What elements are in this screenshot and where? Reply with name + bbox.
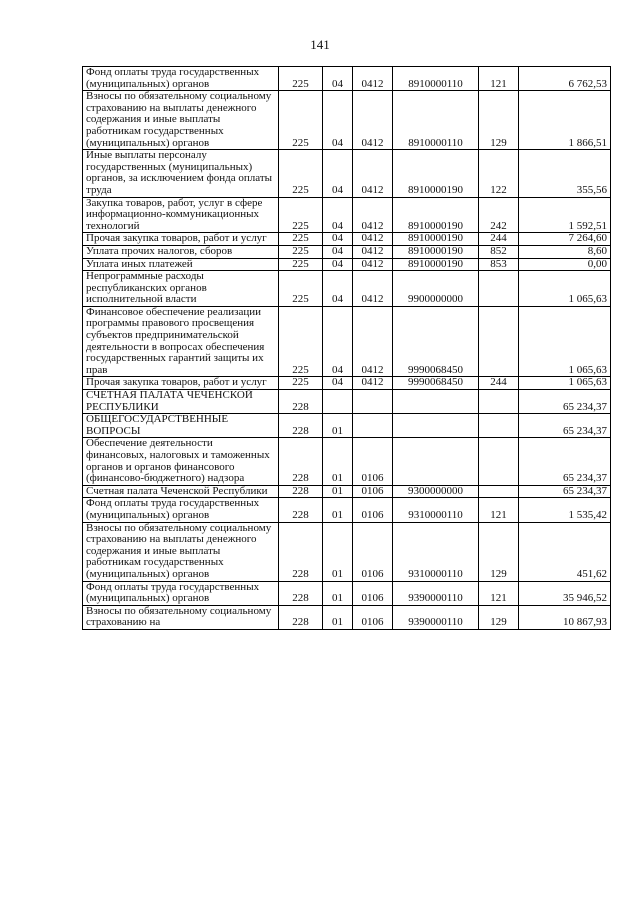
ministry-code-cell: 228: [279, 498, 323, 522]
amount-cell: 7 264,60: [519, 233, 611, 246]
table-row: [83, 522, 611, 581]
expense-name-cell: Взносы по обязательному социальному страхованию на: [83, 605, 279, 629]
expense-type-code-cell: [479, 271, 519, 307]
section-code-cell: 04: [323, 306, 353, 377]
expense-type-code-cell: 129: [479, 522, 519, 581]
target-article-code-cell: 9300000000: [393, 485, 479, 498]
expense-name-cell: Фонд оплаты труда государственных (муниципальных) органов: [83, 67, 279, 91]
section-code-cell: 04: [323, 150, 353, 197]
subsection-code-cell: 0412: [353, 150, 393, 197]
expense-name-cell: Фонд оплаты труда государственных (муниципальных) органов: [83, 581, 279, 605]
expense-type-code-cell: 121: [479, 67, 519, 91]
expense-type-code-cell: 129: [479, 605, 519, 629]
amount-cell: 8,60: [519, 245, 611, 258]
amount-cell: 0,00: [519, 258, 611, 271]
target-article-code-cell: 9990068450: [393, 306, 479, 377]
subsection-code-cell: 0412: [353, 67, 393, 91]
target-article-code-cell: 8910000190: [393, 245, 479, 258]
amount-cell: 10 867,93: [519, 605, 611, 629]
target-article-code-cell: [393, 414, 479, 438]
table-row: [83, 233, 611, 246]
expense-name-cell: Фонд оплаты труда государственных (муниципальных) органов: [83, 498, 279, 522]
expense-name-cell: Счетная палата Чеченской Республики: [83, 485, 279, 498]
section-code-cell: 01: [323, 498, 353, 522]
table-row: [83, 197, 611, 233]
section-code-cell: 04: [323, 197, 353, 233]
target-article-code-cell: 9990068450: [393, 377, 479, 390]
subsection-code-cell: 0412: [353, 377, 393, 390]
amount-cell: 1 535,42: [519, 498, 611, 522]
section-code-cell: 04: [323, 91, 353, 150]
section-code-cell: 04: [323, 377, 353, 390]
section-code-cell: 04: [323, 67, 353, 91]
section-code-cell: 01: [323, 581, 353, 605]
target-article-code-cell: 9310000110: [393, 522, 479, 581]
section-code-cell: 04: [323, 245, 353, 258]
expense-type-code-cell: [479, 485, 519, 498]
expense-type-code-cell: 852: [479, 245, 519, 258]
ministry-code-cell: 228: [279, 438, 323, 485]
section-code-cell: 01: [323, 438, 353, 485]
subsection-code-cell: [353, 390, 393, 414]
table-row: [83, 258, 611, 271]
table-row: [83, 67, 611, 91]
ministry-code-cell: 228: [279, 390, 323, 414]
expense-type-code-cell: 244: [479, 233, 519, 246]
table-row: [83, 271, 611, 307]
expense-name-cell: Уплата прочих налогов, сборов: [83, 245, 279, 258]
subsection-code-cell: [353, 414, 393, 438]
expense-type-code-cell: 122: [479, 150, 519, 197]
expense-type-code-cell: [479, 438, 519, 485]
expense-type-code-cell: [479, 390, 519, 414]
subsection-code-cell: 0412: [353, 306, 393, 377]
expense-name-cell: Иные выплаты персоналу государственных (муниципальных) органов, за исключением фонда оплаты труда: [83, 150, 279, 197]
ministry-code-cell: 225: [279, 271, 323, 307]
expense-name-cell: ОБЩЕГОСУДАРСТВЕННЫЕ ВОПРОСЫ: [83, 414, 279, 438]
expense-name-cell: Прочая закупка товаров, работ и услуг: [83, 233, 279, 246]
subsection-code-cell: 0412: [353, 233, 393, 246]
target-article-code-cell: 8910000190: [393, 233, 479, 246]
amount-cell: 6 762,53: [519, 67, 611, 91]
amount-cell: 65 234,37: [519, 438, 611, 485]
target-article-code-cell: 8910000190: [393, 197, 479, 233]
target-article-code-cell: 8910000110: [393, 67, 479, 91]
subsection-code-cell: 0106: [353, 605, 393, 629]
subsection-code-cell: 0412: [353, 245, 393, 258]
target-article-code-cell: 9390000110: [393, 605, 479, 629]
table-row: [83, 390, 611, 414]
ministry-code-cell: 225: [279, 258, 323, 271]
expense-type-code-cell: 121: [479, 498, 519, 522]
expense-name-cell: Непрограммные расходы республиканских органов исполнительной власти: [83, 271, 279, 307]
expense-type-code-cell: 244: [479, 377, 519, 390]
target-article-code-cell: 8910000190: [393, 258, 479, 271]
expense-name-cell: Обеспечение деятельности финансовых, налоговых и таможенных органов и органов финансового (финансово-бюджетного) надзора: [83, 438, 279, 485]
expense-type-code-cell: [479, 306, 519, 377]
ministry-code-cell: 225: [279, 197, 323, 233]
expense-type-code-cell: 242: [479, 197, 519, 233]
table-row: [83, 91, 611, 150]
table-row: [83, 245, 611, 258]
ministry-code-cell: 225: [279, 306, 323, 377]
amount-cell: 355,56: [519, 150, 611, 197]
budget-table: [82, 66, 611, 630]
subsection-code-cell: 0106: [353, 522, 393, 581]
ministry-code-cell: 225: [279, 150, 323, 197]
section-code-cell: 01: [323, 522, 353, 581]
expense-type-code-cell: 853: [479, 258, 519, 271]
ministry-code-cell: 225: [279, 91, 323, 150]
expense-name-cell: Взносы по обязательному социальному страхованию на выплаты денежного содержания и иные выплаты работникам государственных (муниципальных) органов: [83, 91, 279, 150]
subsection-code-cell: 0106: [353, 438, 393, 485]
section-code-cell: 04: [323, 258, 353, 271]
section-code-cell: 04: [323, 271, 353, 307]
amount-cell: 65 234,37: [519, 414, 611, 438]
expense-type-code-cell: [479, 414, 519, 438]
expense-name-cell: Закупка товаров, работ, услуг в сфере информационно-коммуникационных технологий: [83, 197, 279, 233]
section-code-cell: 01: [323, 414, 353, 438]
expense-type-code-cell: 121: [479, 581, 519, 605]
expense-name-cell: СЧЕТНАЯ ПАЛАТА ЧЕЧЕНСКОЙ РЕСПУБЛИКИ: [83, 390, 279, 414]
table-row: [83, 485, 611, 498]
target-article-code-cell: 9900000000: [393, 271, 479, 307]
ministry-code-cell: 225: [279, 67, 323, 91]
target-article-code-cell: 9310000110: [393, 498, 479, 522]
amount-cell: 1 866,51: [519, 91, 611, 150]
ministry-code-cell: 228: [279, 414, 323, 438]
ministry-code-cell: 228: [279, 522, 323, 581]
page-number: 141: [310, 37, 330, 52]
amount-cell: 65 234,37: [519, 390, 611, 414]
expense-type-code-cell: 129: [479, 91, 519, 150]
target-article-code-cell: 8910000110: [393, 91, 479, 150]
amount-cell: 451,62: [519, 522, 611, 581]
subsection-code-cell: 0412: [353, 258, 393, 271]
table-row: [83, 306, 611, 377]
table-row: [83, 377, 611, 390]
target-article-code-cell: [393, 390, 479, 414]
expense-name-cell: Уплата иных платежей: [83, 258, 279, 271]
section-code-cell: 01: [323, 605, 353, 629]
amount-cell: 1 065,63: [519, 271, 611, 307]
subsection-code-cell: 0106: [353, 485, 393, 498]
ministry-code-cell: 225: [279, 377, 323, 390]
amount-cell: 1 065,63: [519, 306, 611, 377]
table-row: [83, 581, 611, 605]
expense-name-cell: Прочая закупка товаров, работ и услуг: [83, 377, 279, 390]
ministry-code-cell: 225: [279, 245, 323, 258]
table-row: [83, 438, 611, 485]
table-row: [83, 498, 611, 522]
ministry-code-cell: 225: [279, 233, 323, 246]
section-code-cell: [323, 390, 353, 414]
amount-cell: 1 592,51: [519, 197, 611, 233]
amount-cell: 1 065,63: [519, 377, 611, 390]
subsection-code-cell: 0106: [353, 581, 393, 605]
table-row: [83, 150, 611, 197]
table-row: [83, 414, 611, 438]
amount-cell: 35 946,52: [519, 581, 611, 605]
section-code-cell: 01: [323, 485, 353, 498]
expense-name-cell: Финансовое обеспечение реализации программы правового просвещения субъектов предпринимательской деятельности в вопросах обеспечения государственных гарантий защиты их прав: [83, 306, 279, 377]
subsection-code-cell: 0412: [353, 197, 393, 233]
table-row: [83, 605, 611, 629]
ministry-code-cell: 228: [279, 485, 323, 498]
ministry-code-cell: 228: [279, 581, 323, 605]
target-article-code-cell: 9390000110: [393, 581, 479, 605]
subsection-code-cell: 0412: [353, 91, 393, 150]
amount-cell: 65 234,37: [519, 485, 611, 498]
subsection-code-cell: 0412: [353, 271, 393, 307]
target-article-code-cell: [393, 438, 479, 485]
section-code-cell: 04: [323, 233, 353, 246]
table-body: [83, 67, 611, 630]
target-article-code-cell: 8910000190: [393, 150, 479, 197]
expense-name-cell: Взносы по обязательному социальному страхованию на выплаты денежного содержания и иные выплаты работникам государственных (муниципальных) органов: [83, 522, 279, 581]
subsection-code-cell: 0106: [353, 498, 393, 522]
ministry-code-cell: 228: [279, 605, 323, 629]
